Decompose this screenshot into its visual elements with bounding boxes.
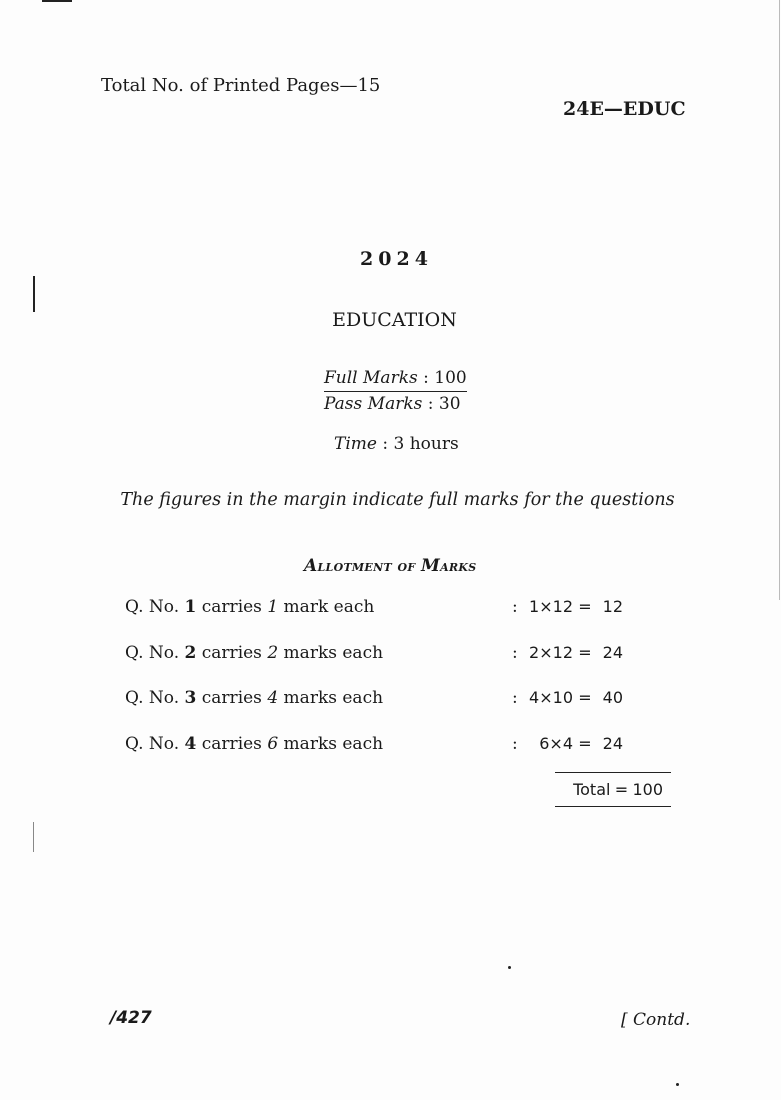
q-calc-expr: 2×12 (529, 643, 573, 662)
q-calc-eq: = (578, 688, 592, 707)
pass-marks (324, 392, 467, 417)
q-calc (529, 688, 623, 707)
q-calc-eq: = (578, 643, 592, 662)
q-suffix: marks each (278, 643, 384, 663)
marks-box (324, 366, 467, 417)
pass-marks-label: Pass Marks (324, 394, 423, 414)
total-label: Total (573, 780, 611, 799)
time-value: : 3 hours (376, 434, 459, 454)
q-calc (529, 597, 623, 616)
scan-dot (676, 1083, 679, 1086)
full-marks-label: Full Marks (324, 368, 418, 388)
scan-dot (508, 966, 511, 969)
q-carries: carries (196, 643, 268, 663)
allotment-title (304, 556, 477, 576)
q-calc (539, 734, 623, 753)
full-marks-value: : 100 (417, 368, 467, 388)
q-calc-value: 12 (602, 597, 623, 616)
allotment-row (0, 688, 781, 712)
question-label (125, 688, 383, 708)
allotment-title-c: M (420, 556, 441, 576)
allotment-title-b: llotment of (317, 557, 421, 575)
question-label (125, 734, 383, 754)
exam-time (334, 434, 459, 454)
allotment-row (0, 734, 781, 758)
question-label (125, 597, 374, 617)
footer-contd: [ Contd. (621, 1010, 691, 1030)
q-colon: : (512, 688, 518, 708)
allotment-row (0, 643, 781, 667)
q-marks: 2 (267, 643, 279, 663)
q-marks: 1 (267, 597, 279, 617)
total-rule-top (555, 772, 671, 773)
q-marks: 4 (267, 688, 279, 708)
time-label: Time (334, 434, 377, 454)
total-rule-bottom (555, 806, 671, 807)
paper-code: 24E—EDUC (563, 98, 686, 120)
q-prefix: Q. No. (125, 688, 185, 708)
scan-mark-left-lower (33, 822, 34, 852)
q-suffix: marks each (278, 734, 384, 754)
q-carries: carries (196, 734, 268, 754)
q-colon: : (512, 597, 518, 617)
total-eq: = (614, 780, 629, 799)
q-carries: carries (196, 597, 268, 617)
q-colon: : (512, 734, 518, 754)
q-suffix: marks each (278, 688, 384, 708)
q-calc-value: 24 (602, 643, 623, 662)
pass-marks-value: : 30 (422, 394, 461, 414)
exam-subject: EDUCATION (332, 309, 457, 331)
q-colon: : (512, 643, 518, 663)
q-calc-expr: 4×10 (529, 688, 573, 707)
q-calc-eq: = (578, 734, 592, 753)
scan-mark-left (33, 276, 35, 312)
question-label (125, 643, 383, 663)
allotment-title-d: arks (440, 557, 477, 575)
total-printed-pages: Total No. of Printed Pages—15 (101, 75, 381, 96)
q-number: 4 (184, 734, 197, 754)
allotment-title-a: A (304, 556, 318, 576)
exam-year: 2024 (360, 248, 433, 270)
q-carries: carries (196, 688, 268, 708)
footer-code: /427 (110, 1008, 152, 1028)
q-number: 2 (184, 643, 197, 663)
q-suffix: mark each (278, 597, 375, 617)
full-marks (324, 366, 467, 392)
total-row (573, 780, 663, 799)
q-calc-value: 40 (602, 688, 623, 707)
q-prefix: Q. No. (125, 597, 185, 617)
allotment-row (0, 597, 781, 621)
q-marks: 6 (267, 734, 279, 754)
q-calc (529, 643, 623, 662)
q-number: 1 (184, 597, 197, 617)
q-calc-expr: 1×12 (529, 597, 573, 616)
q-prefix: Q. No. (125, 734, 185, 754)
q-calc-expr: 6×4 (539, 734, 573, 753)
q-prefix: Q. No. (125, 643, 185, 663)
scan-mark-right (779, 0, 780, 600)
scan-mark-top (42, 0, 72, 2)
q-calc-eq: = (578, 597, 592, 616)
instruction-text: The figures in the margin indicate full marks for the questions (120, 490, 675, 510)
q-number: 3 (184, 688, 197, 708)
q-calc-value: 24 (602, 734, 623, 753)
total-value: 100 (632, 780, 663, 799)
